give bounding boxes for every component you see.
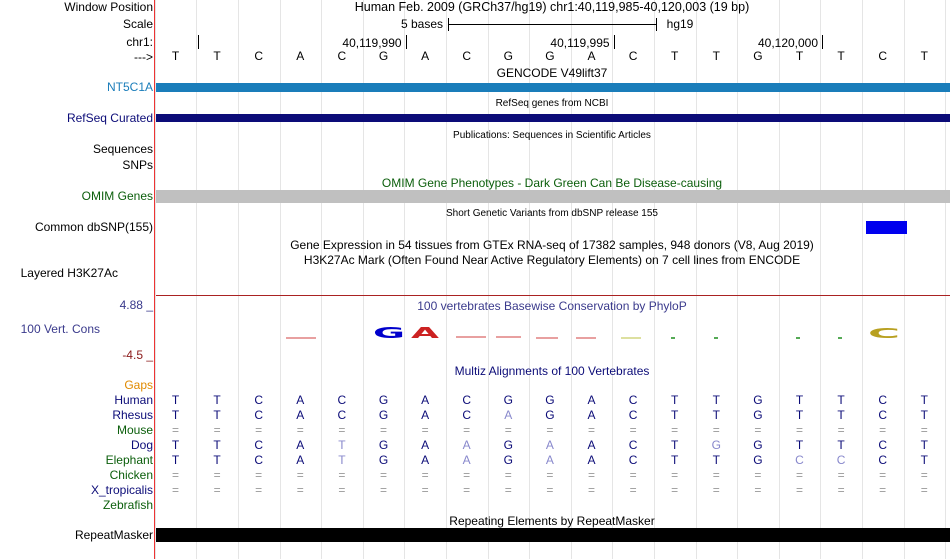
alignment-base: A bbox=[296, 453, 305, 467]
alignment-base: T bbox=[795, 438, 804, 452]
species-label[interactable]: Mouse bbox=[116, 423, 153, 437]
conservation-mark bbox=[838, 337, 842, 339]
h3k27ac-track-label[interactable]: Layered H3K27Ac bbox=[20, 266, 118, 280]
alignment-base: = bbox=[421, 468, 429, 482]
alignment-base: = bbox=[879, 423, 887, 437]
base-letter: C bbox=[628, 49, 638, 63]
alignment-base: = bbox=[421, 423, 429, 437]
alignment-base: A bbox=[587, 408, 596, 422]
conservation-mark bbox=[671, 337, 675, 339]
multiz-track-title[interactable]: Multiz Alignments of 100 Vertebrates bbox=[454, 364, 650, 378]
alignment-base: = bbox=[754, 468, 762, 482]
alignment-base: T bbox=[920, 393, 928, 407]
alignment-base: T bbox=[213, 393, 221, 407]
alignment-base: A bbox=[296, 408, 305, 422]
alignment-base: = bbox=[255, 468, 263, 482]
alignment-base: = bbox=[629, 423, 637, 437]
alignment-base: = bbox=[795, 423, 803, 437]
ruler-position-1: 40,119,990 bbox=[342, 36, 402, 50]
alignment-base: G bbox=[378, 408, 389, 422]
refseq-track-label[interactable]: RefSeq Curated bbox=[66, 111, 153, 125]
alignment-base: G bbox=[378, 453, 389, 467]
scale-db-text: hg19 bbox=[666, 17, 694, 31]
alignment-base: A bbox=[421, 393, 430, 407]
base-letter: G bbox=[378, 49, 389, 63]
alignment-base: = bbox=[463, 483, 471, 497]
alignment-base: C bbox=[254, 438, 264, 452]
repeatmasker-track-label[interactable]: RepeatMasker bbox=[74, 528, 153, 542]
base-letter: T bbox=[795, 49, 804, 63]
alignment-base: T bbox=[213, 453, 221, 467]
alignment-base: A bbox=[587, 393, 596, 407]
scale-bases-text: 5 bases bbox=[400, 17, 444, 31]
alignment-base: A bbox=[296, 438, 305, 452]
alignment-base: T bbox=[338, 453, 346, 467]
alignment-base: T bbox=[171, 453, 180, 467]
gencode-track-title[interactable]: GENCODE V49lift37 bbox=[496, 66, 608, 80]
alignment-base: G bbox=[753, 408, 763, 422]
alignment-base: = bbox=[213, 423, 221, 437]
alignment-base: = bbox=[504, 483, 512, 497]
alignment-base: = bbox=[754, 483, 762, 497]
base-letter: C bbox=[337, 49, 347, 63]
alignment-base: = bbox=[587, 423, 595, 437]
alignment-base: = bbox=[171, 468, 179, 482]
alignment-base: = bbox=[837, 468, 845, 482]
conservation-min-label: -4.5 _ bbox=[122, 348, 153, 362]
species-label[interactable]: Chicken bbox=[109, 468, 153, 482]
alignment-base: G bbox=[545, 393, 555, 407]
logo-letter: C bbox=[868, 327, 900, 342]
alignment-base: T bbox=[171, 393, 180, 407]
dbsnp-track-label[interactable]: Common dbSNP(155) bbox=[34, 220, 153, 234]
alignment-base: C bbox=[254, 453, 264, 467]
alignment-base: A bbox=[421, 408, 430, 422]
alignment-base: A bbox=[504, 408, 513, 422]
conservation-mark bbox=[286, 337, 316, 339]
alignment-base: G bbox=[753, 453, 763, 467]
alignment-base: = bbox=[629, 468, 637, 482]
alignment-base: = bbox=[920, 483, 928, 497]
base-letter: T bbox=[213, 49, 221, 63]
alignment-base: = bbox=[879, 483, 887, 497]
alignment-base: G bbox=[753, 393, 763, 407]
alignment-base: = bbox=[255, 423, 263, 437]
snp-variant-box[interactable] bbox=[866, 221, 907, 234]
alignment-base: = bbox=[338, 468, 346, 482]
alignment-base: T bbox=[671, 453, 679, 467]
base-letter: T bbox=[171, 49, 180, 63]
base-letter: G bbox=[545, 49, 555, 63]
alignment-base: G bbox=[711, 438, 721, 452]
alignment-base: = bbox=[255, 483, 263, 497]
alignment-base: = bbox=[296, 423, 304, 437]
species-label[interactable]: Human bbox=[114, 393, 153, 407]
species-label[interactable]: Zebrafish bbox=[102, 498, 153, 512]
alignment-base: = bbox=[879, 468, 887, 482]
gencode-gene-label[interactable]: NT5C1A bbox=[106, 80, 153, 94]
conservation-mark bbox=[536, 337, 558, 339]
window-position-label: Window Position bbox=[64, 0, 153, 14]
alignment-base: C bbox=[878, 453, 888, 467]
alignment-base: T bbox=[712, 453, 720, 467]
base-letter: T bbox=[837, 49, 845, 63]
alignment-base: = bbox=[504, 423, 512, 437]
conservation-track-label[interactable]: 100 Vert. Cons bbox=[20, 322, 100, 336]
scale-bar-right-tick bbox=[656, 18, 657, 31]
alignment-base: A bbox=[421, 453, 430, 467]
alignment-base: T bbox=[671, 438, 679, 452]
refseq-track-title[interactable]: RefSeq genes from NCBI bbox=[495, 98, 609, 109]
repeat-element-bar[interactable] bbox=[156, 528, 950, 542]
nt5c1a-gene-bar[interactable] bbox=[156, 83, 950, 92]
alignment-base: = bbox=[712, 423, 720, 437]
alignment-base: = bbox=[546, 468, 554, 482]
ruler-tick bbox=[406, 35, 407, 49]
alignment-base: C bbox=[795, 453, 804, 467]
alignment-base: T bbox=[920, 438, 928, 452]
alignment-base: A bbox=[421, 438, 430, 452]
conservation-mark bbox=[576, 337, 596, 339]
species-label[interactable]: X_tropicalis bbox=[90, 483, 153, 497]
logo-letter: A bbox=[411, 324, 440, 342]
snps-track-label[interactable]: SNPs bbox=[122, 158, 153, 172]
alignment-base: G bbox=[545, 408, 555, 422]
alignment-base: T bbox=[712, 408, 720, 422]
omim-track-label[interactable]: OMIM Genes bbox=[81, 189, 153, 203]
alignment-base: T bbox=[671, 408, 679, 422]
alignment-base: C bbox=[878, 408, 888, 422]
h3k27ac-track-title[interactable]: H3K27Ac Mark (Often Found Near Active Regulatory Elements) on 7 cell lines from ENCODE bbox=[303, 253, 801, 267]
alignment-base: C bbox=[628, 393, 638, 407]
base-letter: C bbox=[254, 49, 264, 63]
alignment-base: T bbox=[338, 438, 346, 452]
strand-arrow-label: ---> bbox=[134, 50, 153, 64]
alignment-base: = bbox=[795, 483, 803, 497]
publications-track-title[interactable]: Publications: Sequences in Scientific Articles bbox=[453, 130, 651, 141]
logo-letter: G bbox=[373, 324, 405, 342]
conservation-logo bbox=[156, 322, 950, 346]
conservation-mark bbox=[496, 336, 521, 338]
omim-track-title[interactable]: OMIM Gene Phenotypes - Dark Green Can Be Disease-causing bbox=[381, 176, 723, 190]
refseq-gene-bar[interactable] bbox=[156, 114, 950, 122]
alignment-base: = bbox=[712, 483, 720, 497]
chrom-label: chr1: bbox=[126, 35, 153, 49]
alignment-base: C bbox=[836, 453, 846, 467]
ruler-tick bbox=[614, 35, 615, 49]
base-letter: T bbox=[712, 49, 720, 63]
alignment-base: = bbox=[296, 468, 304, 482]
alignment-base: T bbox=[920, 453, 928, 467]
base-letter: C bbox=[462, 49, 472, 63]
ruler-position-2: 40,119,995 bbox=[550, 36, 610, 50]
gtex-track-title[interactable]: Gene Expression in 54 tissues from GTEx RNA-seq of 17382 samples, 948 donors (V8, Aug 2019) bbox=[290, 238, 814, 252]
alignment-base: C bbox=[628, 408, 638, 422]
base-letter: T bbox=[671, 49, 679, 63]
base-letter: A bbox=[587, 49, 596, 63]
alignment-base: = bbox=[671, 483, 679, 497]
conservation-mark bbox=[796, 337, 800, 339]
h3k27ac-baseline bbox=[156, 295, 950, 296]
alignment-base: A bbox=[462, 453, 471, 467]
alignment-base: = bbox=[338, 423, 346, 437]
alignment-base: = bbox=[504, 468, 512, 482]
alignment-base: T bbox=[671, 393, 679, 407]
species-label[interactable]: Rhesus bbox=[112, 408, 153, 422]
alignment-base: C bbox=[878, 393, 888, 407]
label-separator bbox=[154, 0, 155, 559]
alignment-base: = bbox=[213, 483, 221, 497]
alignment-base: A bbox=[587, 453, 596, 467]
alignment-base: T bbox=[795, 393, 804, 407]
alignment-base: = bbox=[712, 468, 720, 482]
alignment-base: = bbox=[463, 423, 471, 437]
alignment-base: C bbox=[628, 438, 638, 452]
base-letter: A bbox=[421, 49, 430, 63]
ruler-position-3: 40,120,000 bbox=[757, 36, 819, 50]
sequences-track-label[interactable]: Sequences bbox=[92, 142, 153, 156]
scale-label: Scale bbox=[122, 17, 153, 31]
repeatmasker-track-title[interactable]: Repeating Elements by RepeatMasker bbox=[449, 514, 655, 528]
alignment-base: T bbox=[920, 408, 928, 422]
alignment-base: = bbox=[421, 483, 429, 497]
scale-bar bbox=[448, 24, 656, 25]
alignment-base: A bbox=[545, 453, 554, 467]
alignment-base: G bbox=[753, 438, 763, 452]
base-letter: G bbox=[503, 49, 513, 63]
alignment-base: T bbox=[837, 438, 845, 452]
alignment-base: C bbox=[337, 393, 347, 407]
alignment-base: G bbox=[503, 453, 513, 467]
alignment-base: = bbox=[171, 423, 179, 437]
alignment-base: A bbox=[545, 438, 554, 452]
alignment-base: T bbox=[795, 408, 804, 422]
base-letter: A bbox=[296, 49, 305, 63]
omim-phenotype-bar[interactable] bbox=[156, 190, 950, 203]
alignment-base: = bbox=[671, 423, 679, 437]
alignment-base: = bbox=[920, 468, 928, 482]
alignment-base: = bbox=[379, 468, 387, 482]
alignment-base: = bbox=[296, 483, 304, 497]
conservation-mark bbox=[456, 336, 486, 338]
gaps-label: Gaps bbox=[124, 378, 153, 392]
alignment-base: = bbox=[587, 483, 595, 497]
alignment-base: C bbox=[462, 408, 472, 422]
alignment-base: T bbox=[837, 408, 845, 422]
alignment-base: = bbox=[587, 468, 595, 482]
ruler-tick bbox=[822, 35, 823, 49]
alignment-base: T bbox=[213, 408, 221, 422]
species-label[interactable]: Dog bbox=[130, 438, 153, 452]
species-label[interactable]: Elephant bbox=[105, 453, 153, 467]
conservation-track-title[interactable]: 100 vertebrates Basewise Conservation by PhyloP bbox=[417, 299, 687, 313]
alignment-base: = bbox=[671, 468, 679, 482]
alignment-base: T bbox=[171, 438, 180, 452]
conservation-mark bbox=[621, 337, 641, 339]
alignment-base: = bbox=[213, 468, 221, 482]
alignment-base: C bbox=[462, 393, 472, 407]
alignment-base: T bbox=[712, 393, 720, 407]
alignment-base: T bbox=[837, 393, 845, 407]
alignment-base: C bbox=[337, 408, 347, 422]
alignment-base: G bbox=[378, 393, 389, 407]
alignment-base: = bbox=[171, 483, 179, 497]
alignment-base: A bbox=[587, 438, 596, 452]
conservation-max-label: 4.88 _ bbox=[119, 298, 153, 312]
base-letter: C bbox=[878, 49, 888, 63]
alignment-base: = bbox=[463, 468, 471, 482]
ruler-tick bbox=[198, 35, 199, 49]
alignment-base: C bbox=[254, 393, 264, 407]
alignment-base: = bbox=[837, 423, 845, 437]
alignment-base: = bbox=[629, 483, 637, 497]
alignment-base: A bbox=[296, 393, 305, 407]
alignment-base: = bbox=[546, 483, 554, 497]
alignment-base: C bbox=[254, 408, 264, 422]
alignment-base: = bbox=[379, 483, 387, 497]
alignment-base: = bbox=[795, 468, 803, 482]
scale-bar-left-tick bbox=[448, 18, 449, 31]
alignment-base: G bbox=[503, 393, 513, 407]
alignment-base: G bbox=[503, 438, 513, 452]
alignment-base: = bbox=[338, 483, 346, 497]
alignment-base: C bbox=[878, 438, 888, 452]
alignment-base: T bbox=[213, 438, 221, 452]
alignment-base: = bbox=[546, 423, 554, 437]
alignment-base: = bbox=[754, 423, 762, 437]
alignment-base: C bbox=[628, 453, 638, 467]
conservation-mark bbox=[714, 337, 718, 339]
base-letter: T bbox=[920, 49, 928, 63]
dbsnp-track-title[interactable]: Short Genetic Variants from dbSNP release 155 bbox=[446, 208, 658, 219]
alignment-base: = bbox=[837, 483, 845, 497]
alignment-base: A bbox=[462, 438, 471, 452]
base-letter: G bbox=[753, 49, 763, 63]
assembly-position-text: Human Feb. 2009 (GRCh37/hg19) chr1:40,119,985-40,120,003 (19 bp) bbox=[354, 0, 750, 14]
alignment-base: = bbox=[920, 423, 928, 437]
alignment-base: = bbox=[379, 423, 387, 437]
alignment-base: G bbox=[378, 438, 389, 452]
alignment-base: T bbox=[171, 408, 180, 422]
